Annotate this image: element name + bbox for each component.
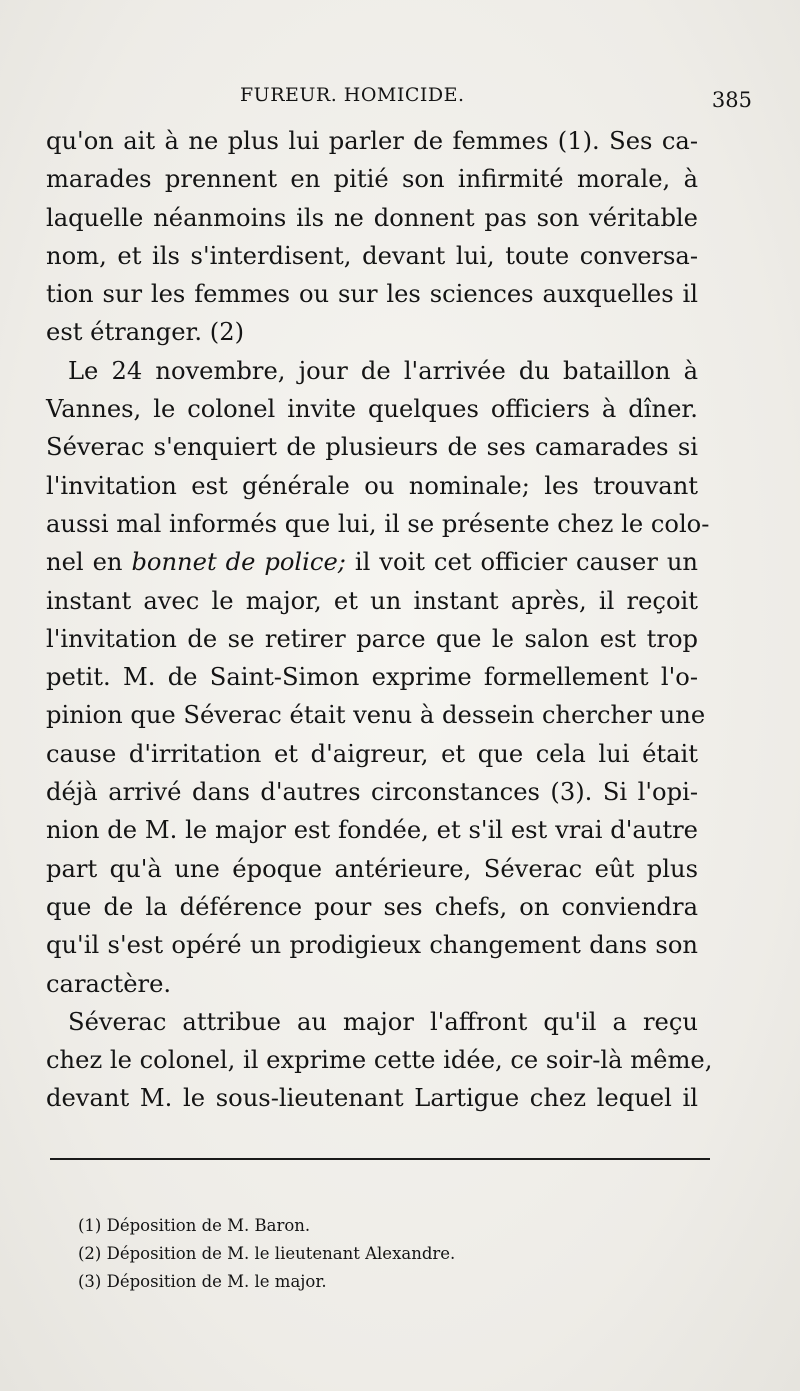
text-line: nom, et ils s'interdisent, devant lui, toute conversa- — [46, 241, 698, 270]
text-line: Vannes, le colonel invite quelques officiers à dîner. — [46, 395, 698, 424]
running-head — [40, 78, 752, 118]
text-line: l'invitation de se retirer parce que le salon est trop — [46, 624, 698, 653]
text-line-with-italic — [46, 543, 698, 581]
text-line: chez le colonel, il exprime cette idée, ce soir-là même, — [46, 1046, 713, 1075]
footnote: (3) Déposition de M. le major. — [78, 1272, 327, 1291]
text-line: Le 24 novembre, jour de l'arrivée du bataillon à — [68, 356, 698, 385]
text-line: devant M. le sous-lieutenant Lartigue chez lequel il — [46, 1084, 698, 1113]
text-line: caractère. — [46, 969, 172, 998]
text-line: petit. M. de Saint-Simon exprime formellement l'o- — [46, 663, 698, 692]
footnotes — [78, 1212, 578, 1296]
text-line: l'invitation est générale ou nominale; les trouvant — [46, 471, 698, 500]
body-text — [46, 122, 713, 1118]
text-line: qu'il s'est opéré un prodigieux changement dans son — [46, 931, 698, 960]
text-line: est étranger. (2) — [46, 318, 245, 347]
italic-phrase: bonnet de police; — [131, 548, 346, 577]
text-line: qu'on ait à ne plus lui parler de femmes (1). Ses ca- — [46, 127, 698, 155]
footnote: (2) Déposition de M. le lieutenant Alexandre. — [78, 1244, 456, 1263]
text-line: aussi mal informés que lui, il se présente chez le colo- — [46, 509, 710, 538]
text-segment: il voit cet officier causer un — [345, 548, 698, 577]
text-line: cause d'irritation et d'aigreur, et que cela lui était — [46, 739, 698, 768]
text-line: déjà arrivé dans d'autres circonstances (3). Si l'opi- — [46, 778, 698, 807]
text-line: laquelle néanmoins ils ne donnent pas son véritable — [46, 203, 698, 232]
text-line: pinion que Séverac était venu à dessein chercher une — [46, 701, 706, 730]
text-segment: nel en — [46, 548, 132, 577]
text-line: que de la déférence pour ses chefs, on conviendra — [46, 892, 698, 921]
text-line: part qu'à une époque antérieure, Séverac eût plus — [46, 854, 698, 883]
text-line: Séverac attribue au major l'affront qu'il a reçu — [68, 1007, 698, 1036]
text-line: nion de M. le major est fondée, et s'il est vrai d'autre — [46, 816, 698, 845]
text-line: marades prennent en pitié son infirmité morale, à — [46, 165, 698, 194]
page-number: 385 — [711, 88, 752, 112]
footnote-rule — [50, 1158, 710, 1160]
text-line: Séverac s'enquiert de plusieurs de ses camarades si — [46, 433, 698, 462]
text-line: tion sur les femmes ou sur les sciences auxquelles il — [46, 280, 698, 309]
footnote: (1) Déposition de M. Baron. — [78, 1216, 311, 1235]
running-title: FUREUR. HOMICIDE. — [240, 84, 465, 106]
text-line: instant avec le major, et un instant après, il reçoit — [46, 586, 698, 615]
